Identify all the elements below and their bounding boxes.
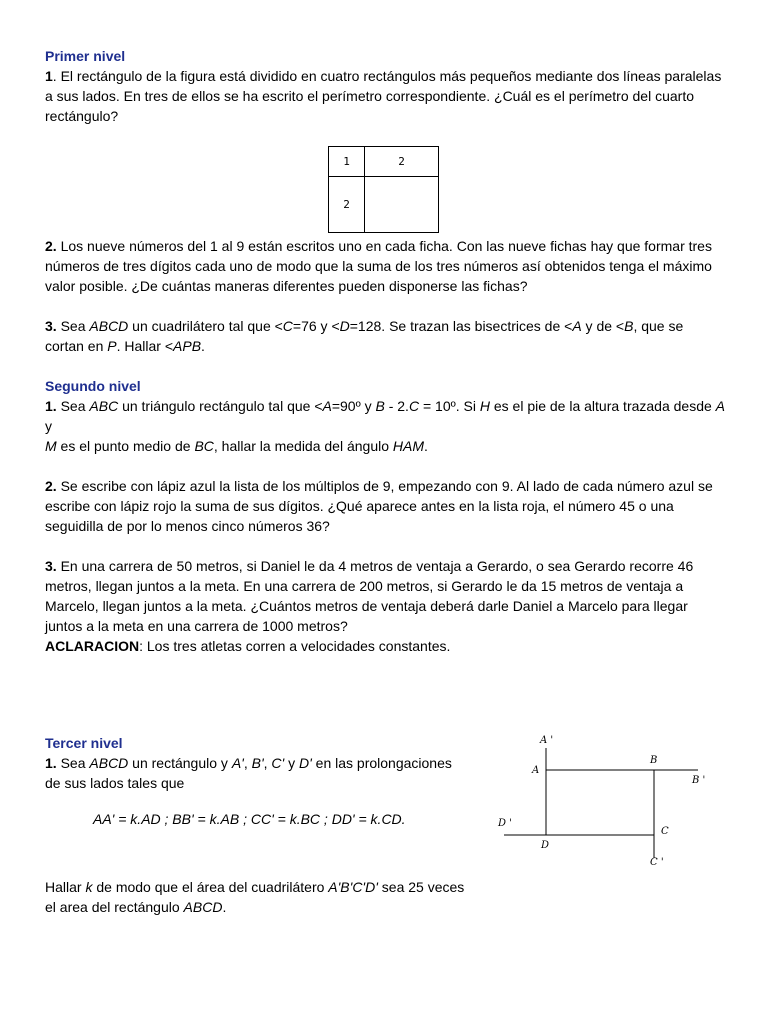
formula-text: AA' = k.AD ; BB' = k.AB ; CC' = k.BC ; DD' = k.CD.	[93, 811, 406, 827]
text: Sea	[56, 755, 90, 771]
label-d: D	[541, 840, 550, 851]
problem-number: 3.	[45, 558, 57, 574]
grid-cell: 1	[329, 147, 365, 177]
text: , hallar la medida del ángulo	[213, 438, 393, 454]
problem-number: 1.	[45, 755, 57, 771]
text: =128. Se trazan las bisectrices de <	[349, 318, 573, 334]
label-b: B	[650, 755, 658, 766]
math-var: A'B'C'D'	[328, 879, 378, 895]
text: y	[45, 418, 52, 434]
text: =76 y <	[292, 318, 340, 334]
problem-number: 2.	[45, 238, 57, 254]
label-c-prime: C '	[650, 857, 664, 868]
spacer	[45, 536, 725, 556]
text: sea 25 veces el area del rectángulo	[45, 879, 465, 915]
text: .	[424, 438, 428, 454]
rectangle-grid-figure	[328, 146, 439, 233]
primer-nivel-section	[45, 46, 725, 656]
text: en las prolongaciones de sus lados tales que	[45, 755, 452, 791]
problem-text: Se escribe con lápiz azul la lista de los múltiplos de 9, empezando con 9. Al lado de cada número azul se escribe con lápiz rojo la suma de sus dígitos. ¿Qué aparece antes en la lista roja, el número 45 o una seguidilla de por lo menos cinco números 36?	[45, 478, 713, 534]
math-var: C	[408, 398, 420, 414]
spacer	[45, 356, 725, 376]
problem-number: 1	[45, 68, 53, 84]
text: un cuadrilátero tal que <	[128, 318, 283, 334]
math-var: H	[479, 398, 490, 414]
text: un rectángulo y	[128, 755, 232, 771]
note-text: : Los tres atletas corren a velocidades constantes.	[139, 638, 451, 654]
math-var: ABC	[89, 398, 119, 414]
primer-nivel-heading: Primer nivel	[45, 48, 126, 64]
text: de modo que el área del cuadrilátero	[92, 879, 329, 895]
label-c: C	[661, 826, 669, 837]
grid-cell	[365, 177, 439, 233]
text: Hallar	[45, 879, 86, 895]
rectangle-prolongation-figure	[490, 728, 710, 878]
problem-1-2	[45, 236, 725, 296]
problem-text: Los nueve números del 1 al 9 están escritos uno en cada ficha. Con las nueve fichas hay que formar tres números de tres dígitos cada uno de modo que la suma de los tres números así obtenidos tenga el máximo valor posible. ¿De cuántas maneras diferentes pueden disponerse las fichas?	[45, 238, 712, 294]
text: es el pie de la altura trazada desde	[489, 398, 716, 414]
math-var: M	[45, 438, 57, 454]
math-var: ABCD	[89, 318, 129, 334]
spacer	[45, 296, 725, 316]
math-var: k	[85, 879, 93, 895]
text: - 2.	[384, 398, 409, 414]
text: , que se cortan en	[45, 318, 684, 354]
problem-1-3	[45, 316, 725, 356]
math-var: HAM	[392, 438, 425, 454]
tercer-nivel-heading: Tercer nivel	[45, 735, 123, 751]
problem-text: En una carrera de 50 metros, si Daniel le da 4 metros de ventaja a Gerardo, o sea Gerardo recorre 46 metros, llegan juntos a la meta. En una carrera de 200 metros, si Gerardo le da 15 metros de ventaja a Marcelo, llegan juntos a la meta. ¿Cuántos metros de ventaja deberá darle Daniel a Marcelo para llegar juntos a la meta en una carrera de 1000 metros?	[45, 558, 694, 634]
math-var: D	[339, 318, 350, 334]
math-var: B	[375, 398, 385, 414]
text: .	[201, 338, 205, 354]
math-var: APB	[173, 338, 202, 354]
note-label: ACLARACION	[45, 638, 140, 654]
label-a: A	[532, 765, 540, 776]
math-var: P	[107, 338, 117, 354]
problem-2-3	[45, 556, 725, 656]
math-var: C	[282, 318, 293, 334]
grid-cell: 2	[365, 147, 439, 177]
problem-2-1	[45, 396, 725, 456]
math-var: D'	[298, 755, 312, 771]
spacer	[45, 456, 725, 476]
text: es el punto medio de	[56, 438, 195, 454]
text: ,	[263, 755, 272, 771]
label-d-prime: D '	[498, 818, 512, 829]
math-var: A'	[231, 755, 244, 771]
math-var: BC	[194, 438, 214, 454]
text: y	[284, 755, 299, 771]
problem-3-1	[45, 753, 465, 793]
problem-text: . El rectángulo de la figura está dividido en cuatro rectángulos más pequeños mediante dos líneas paralelas a sus lados. En tres de ellos se ha escrito el perímetro correspondiente. ¿Cuál es el perímetro del cuarto rectángulo?	[45, 68, 722, 124]
math-var: ABCD	[183, 899, 223, 915]
math-var: ABCD	[89, 755, 129, 771]
problem-number: 3.	[45, 318, 57, 334]
text: Sea	[56, 398, 90, 414]
math-var: C'	[271, 755, 285, 771]
label-b-prime: B '	[692, 775, 706, 786]
text: y de <	[581, 318, 625, 334]
problem-number: 1.	[45, 398, 57, 414]
text: .	[222, 899, 227, 915]
segundo-nivel-heading: Segundo nivel	[45, 378, 141, 394]
math-var: B	[624, 318, 634, 334]
grid-cell: 2	[329, 177, 365, 233]
problem-3-1-question	[45, 877, 465, 917]
text: = 10º. Si	[419, 398, 480, 414]
text: . Hallar <	[116, 338, 174, 354]
text: un triángulo rectángulo tal que <	[118, 398, 323, 414]
math-var: A	[572, 318, 582, 334]
formula	[45, 809, 465, 829]
text: Sea	[56, 318, 90, 334]
math-var: B'	[251, 755, 264, 771]
text: ,	[243, 755, 252, 771]
text: =90º y	[331, 398, 376, 414]
problem-number: 2.	[45, 478, 57, 494]
tercer-nivel-section	[45, 733, 465, 917]
problem-1-1	[45, 66, 725, 126]
problem-2-2	[45, 476, 725, 536]
math-var: A	[322, 398, 332, 414]
label-a-prime: A '	[540, 735, 554, 746]
math-var: A	[715, 398, 726, 414]
